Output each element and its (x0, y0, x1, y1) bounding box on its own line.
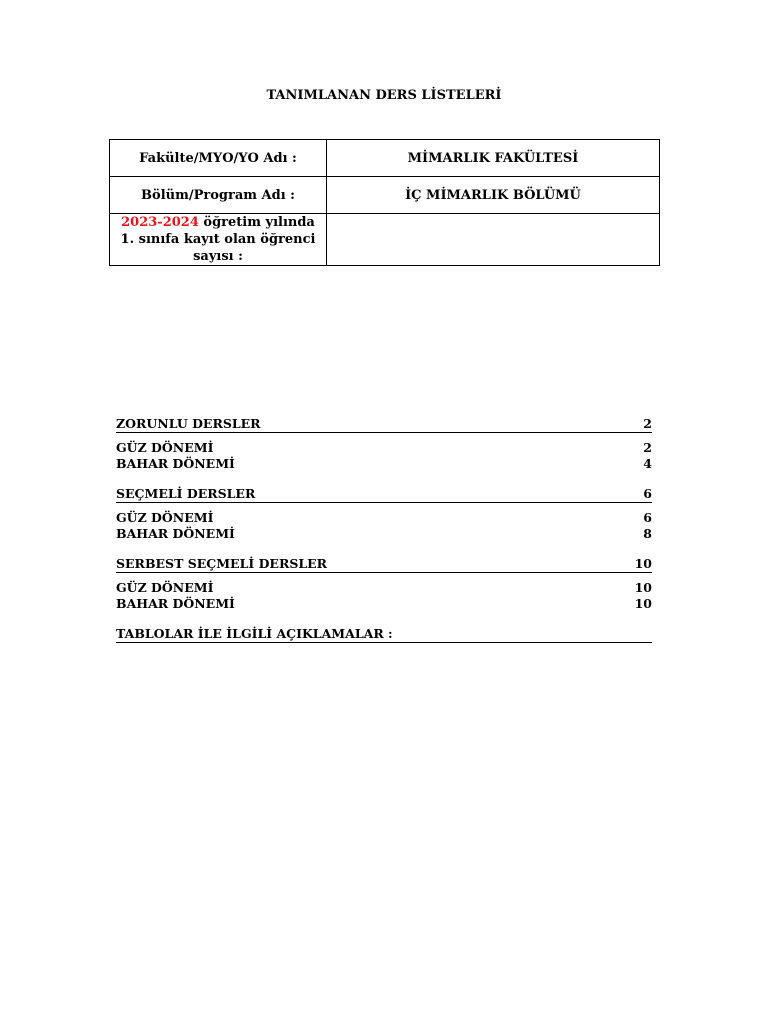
section-title: ZORUNLU DERSLER (116, 416, 261, 431)
semester-value: 2 (643, 440, 652, 455)
page-title: TANIMLANAN DERS LİSTELERİ (266, 88, 502, 103)
student-count-label-text: öğretim yılında 1. sınıfa kayıt olan öğrenci sayısı : (120, 215, 316, 264)
table-row (110, 140, 660, 177)
section-total: 6 (643, 486, 652, 501)
section-header (116, 416, 652, 433)
section-total: 10 (634, 556, 652, 571)
student-count-label (110, 214, 327, 266)
department-label: Bölüm/Program Adı : (110, 177, 327, 214)
section-title: SERBEST SEÇMELİ DERSLER (116, 556, 328, 571)
academic-year: 2023-2024 (121, 215, 199, 230)
list-item (116, 596, 652, 612)
table-row (110, 214, 660, 266)
info-table (109, 139, 660, 266)
section-header (116, 486, 652, 503)
section-elective-courses (116, 486, 652, 542)
semester-value: 10 (634, 596, 652, 611)
table-row (110, 177, 660, 214)
list-item (116, 580, 652, 596)
semester-value: 10 (634, 580, 652, 595)
semester-value: 6 (643, 510, 652, 525)
semester-label: BAHAR DÖNEMİ (116, 596, 235, 611)
department-value: İÇ MİMARLIK BÖLÜMÜ (327, 177, 660, 214)
semester-label: GÜZ DÖNEMİ (116, 440, 214, 455)
section-total: 2 (643, 416, 652, 431)
semester-label: BAHAR DÖNEMİ (116, 526, 235, 541)
table-notes-label: TABLOLAR İLE İLGİLİ AÇIKLAMALAR : (116, 626, 652, 643)
faculty-value: MİMARLIK FAKÜLTESİ (327, 140, 660, 177)
student-count-value (327, 214, 660, 266)
faculty-label: Fakülte/MYO/YO Adı : (110, 140, 327, 177)
section-mandatory-courses (116, 416, 652, 472)
list-item (116, 456, 652, 472)
semester-label: GÜZ DÖNEMİ (116, 580, 214, 595)
section-title: SEÇMELİ DERSLER (116, 486, 256, 501)
semester-value: 8 (643, 526, 652, 541)
semester-label: BAHAR DÖNEMİ (116, 456, 235, 471)
section-header (116, 556, 652, 573)
section-free-elective-courses (116, 556, 652, 612)
course-sections (116, 416, 652, 643)
list-item (116, 526, 652, 542)
list-item (116, 510, 652, 526)
list-item (116, 440, 652, 456)
semester-label: GÜZ DÖNEMİ (116, 510, 214, 525)
semester-value: 4 (643, 456, 652, 471)
